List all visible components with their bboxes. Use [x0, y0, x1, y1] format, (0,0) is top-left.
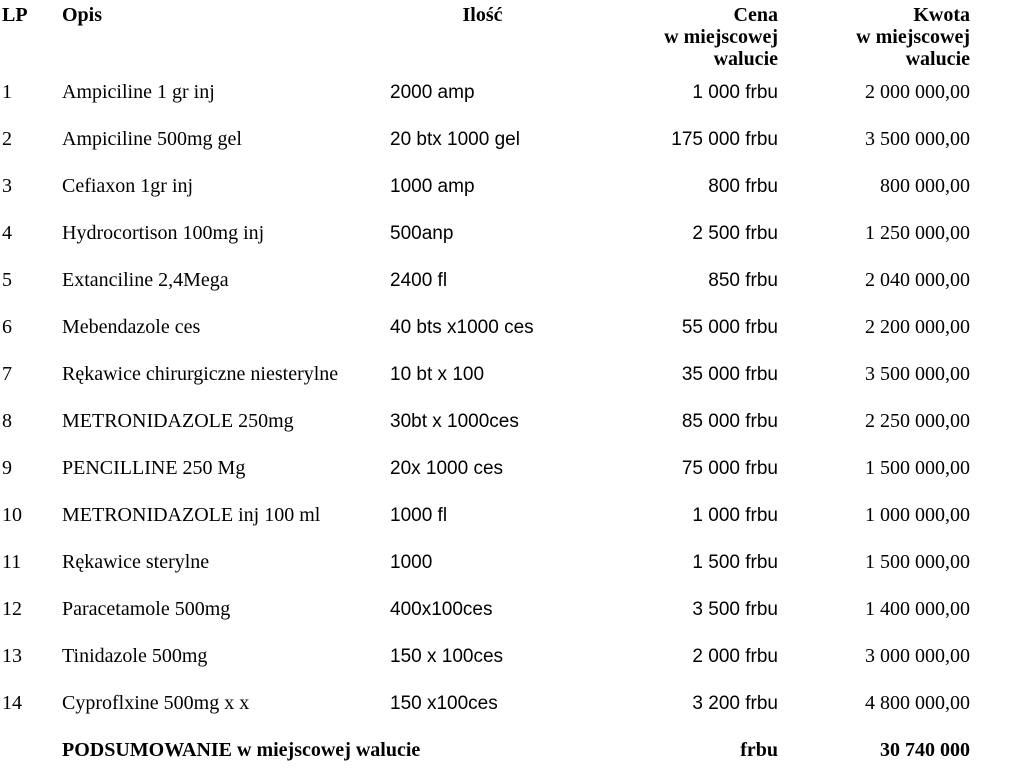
opis-cell: PENCILLINE 250 Mg — [62, 457, 246, 479]
kwota-cell: 1 250 000,00 — [865, 222, 970, 244]
table-row — [2, 218, 970, 265]
col-header-lp: LP — [2, 4, 28, 26]
table-row — [2, 688, 970, 735]
opis-cell: METRONIDAZOLE 250mg — [62, 410, 294, 432]
opis-cell: Paracetamole 500mg — [62, 598, 231, 620]
summary-row — [2, 735, 970, 778]
table-row — [2, 453, 970, 500]
table-row — [2, 77, 970, 124]
col-header-kwota — [778, 0, 970, 77]
lp-cell: 9 — [2, 457, 12, 479]
opis-cell: METRONIDAZOLE inj 100 ml — [62, 504, 321, 526]
summary-total: 30 740 000 — [880, 739, 970, 761]
lp-cell: 5 — [2, 269, 12, 291]
ilosc-cell: 20 btx 1000 gel — [390, 129, 520, 150]
lp-cell: 14 — [2, 692, 22, 714]
cena-cell: 175 000 frbu — [671, 129, 778, 150]
table-row — [2, 312, 970, 359]
ilosc-cell: 30bt x 1000ces — [390, 411, 519, 432]
ilosc-cell: 150 x 100ces — [390, 646, 504, 667]
summary-currency: frbu — [740, 739, 778, 761]
col-header-opis: Opis — [62, 4, 103, 26]
cena-cell: 75 000 frbu — [681, 458, 778, 479]
cena-cell: 85 000 frbu — [681, 411, 778, 432]
table-row — [2, 124, 970, 171]
table-row — [2, 547, 970, 594]
header-row — [2, 0, 970, 77]
cena-cell: 55 000 frbu — [681, 317, 778, 338]
lp-cell: 2 — [2, 128, 12, 150]
lp-cell: 11 — [2, 551, 22, 573]
kwota-cell: 1 500 000,00 — [865, 457, 970, 479]
lp-cell: 3 — [2, 175, 12, 197]
opis-cell: Tinidazole 500mg — [62, 645, 208, 667]
header-line: walucie — [713, 48, 778, 70]
opis-cell: Hydrocortison 100mg inj — [62, 222, 265, 244]
table-row — [2, 500, 970, 547]
lp-cell: 4 — [2, 222, 12, 244]
cena-cell: 1 500 frbu — [692, 552, 778, 573]
summary-label: PODSUMOWANIE w miejscowej walucie — [62, 739, 421, 761]
lp-cell: 13 — [2, 645, 22, 667]
opis-cell: Rękawice chirurgiczne niesterylne — [62, 363, 339, 385]
cena-cell: 2 500 frbu — [692, 223, 778, 244]
kwota-cell: 800 000,00 — [880, 175, 970, 197]
kwota-cell: 2 250 000,00 — [865, 410, 970, 432]
ilosc-cell: 1000 — [390, 552, 433, 573]
header-line: Cena — [733, 4, 778, 26]
col-header-cena — [575, 0, 778, 77]
opis-cell: Extanciline 2,4Mega — [62, 269, 229, 291]
kwota-cell: 3 500 000,00 — [865, 128, 970, 150]
kwota-cell: 3 500 000,00 — [865, 363, 970, 385]
ilosc-cell: 40 bts x1000 ces — [390, 317, 534, 338]
cena-cell: 3 200 frbu — [692, 693, 778, 714]
kwota-cell: 1 500 000,00 — [865, 551, 970, 573]
lp-cell — [2, 735, 62, 778]
ilosc-cell: 20x 1000 ces — [390, 458, 504, 479]
ilosc-cell: 1000 amp — [390, 176, 475, 197]
table-row — [2, 641, 970, 688]
ilosc-cell: 150 x100ces — [390, 693, 498, 714]
ilosc-cell: 500anp — [390, 223, 454, 244]
table-row — [2, 265, 970, 312]
kwota-cell: 3 000 000,00 — [865, 645, 970, 667]
cena-cell: 2 000 frbu — [692, 646, 778, 667]
ilosc-cell: 10 bt x 100 — [390, 364, 485, 385]
table-row — [2, 594, 970, 641]
header-line: w miejscowej — [664, 26, 778, 48]
lp-cell: 7 — [2, 363, 12, 385]
cena-cell: 850 frbu — [708, 270, 778, 291]
ilosc-cell: 1000 fl — [390, 505, 448, 526]
lp-cell: 1 — [2, 81, 12, 103]
cena-cell: 1 000 frbu — [692, 82, 778, 103]
lp-cell: 6 — [2, 316, 12, 338]
table-row — [2, 359, 970, 406]
opis-cell: Cefiaxon 1gr inj — [62, 175, 194, 197]
col-header-ilosc: Ilość — [462, 4, 503, 26]
header-line: walucie — [905, 48, 970, 70]
kwota-cell: 4 800 000,00 — [865, 692, 970, 714]
header-line: w miejscowej — [856, 26, 970, 48]
lp-cell: 10 — [2, 504, 22, 526]
lp-cell: 12 — [2, 598, 22, 620]
ilosc-cell: 2000 amp — [390, 82, 475, 103]
kwota-cell: 1 400 000,00 — [865, 598, 970, 620]
medication-invoice-table — [2, 0, 970, 778]
lp-cell: 8 — [2, 410, 12, 432]
cena-cell: 800 frbu — [708, 176, 778, 197]
kwota-cell: 2 000 000,00 — [865, 81, 970, 103]
kwota-cell: 2 200 000,00 — [865, 316, 970, 338]
opis-cell: Cyproflxine 500mg x x — [62, 692, 250, 714]
cena-cell: 35 000 frbu — [681, 364, 778, 385]
cena-cell: 3 500 frbu — [692, 599, 778, 620]
ilosc-cell: 2400 fl — [390, 270, 448, 291]
opis-cell: Ampiciline 1 gr inj — [62, 81, 215, 103]
kwota-cell: 1 000 000,00 — [865, 504, 970, 526]
kwota-cell: 2 040 000,00 — [865, 269, 970, 291]
table-row — [2, 171, 970, 218]
cena-cell: 1 000 frbu — [692, 505, 778, 526]
ilosc-cell: 400x100ces — [390, 599, 493, 620]
opis-cell: Mebendazole ces — [62, 316, 201, 338]
table-row — [2, 406, 970, 453]
header-line: Kwota — [913, 4, 970, 26]
opis-cell: Rękawice sterylne — [62, 551, 210, 573]
opis-cell: Ampiciline 500mg gel — [62, 128, 242, 150]
